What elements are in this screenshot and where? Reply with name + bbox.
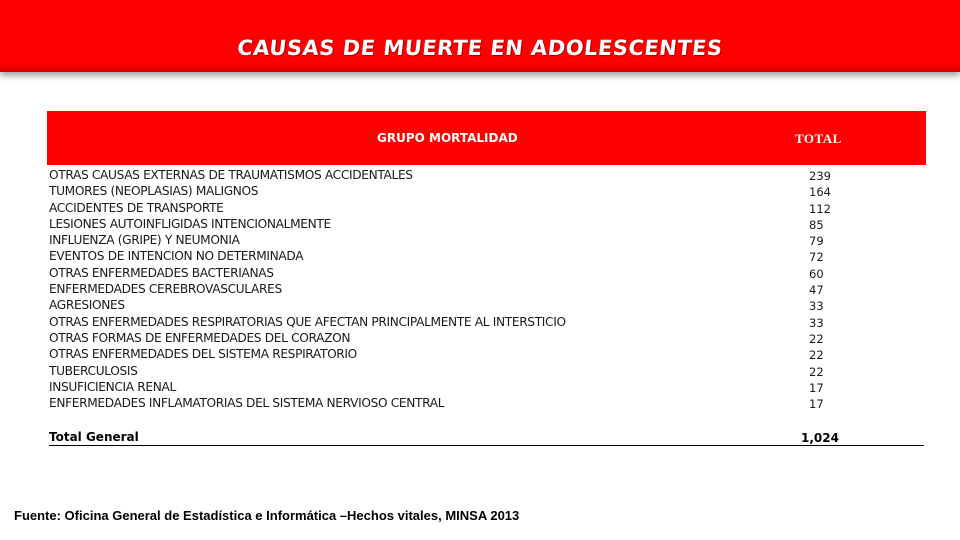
table-row	[49, 266, 926, 282]
row-cause: INSUFICIENCIA RENAL	[49, 379, 176, 394]
row-cause: OTRAS CAUSAS EXTERNAS DE TRAUMATISMOS ACCIDENTALES	[49, 168, 413, 182]
header-group-mortalidad: GRUPO MORTALIDAD	[377, 131, 518, 145]
row-total: 33	[809, 315, 824, 330]
row-total: 33	[809, 299, 824, 314]
row-total: 72	[809, 250, 824, 265]
table-row	[49, 347, 926, 363]
row-total: 60	[809, 266, 824, 281]
table-row	[49, 233, 926, 249]
row-cause: TUBERCULOSIS	[49, 363, 138, 378]
row-cause: OTRAS FORMAS DE ENFERMEDADES DEL CORAZON	[49, 330, 351, 345]
row-total: 22	[809, 364, 824, 379]
page-title: CAUSAS DE MUERTE EN ADOLESCENTES	[236, 36, 724, 60]
row-total: 17	[809, 380, 824, 395]
table-row	[49, 201, 926, 217]
row-cause: LESIONES AUTOINFLIGIDAS INTENCIONALMENTE	[49, 216, 331, 231]
table-row	[49, 298, 926, 314]
row-total: 22	[809, 348, 824, 363]
row-cause: OTRAS ENFERMEDADES BACTERIANAS	[49, 265, 274, 280]
table-row	[49, 364, 926, 380]
source-footnote: Fuente: Oficina General de Estadística e Informática –Hechos vitales, MINSA 2013	[14, 508, 520, 523]
table-row	[49, 282, 926, 298]
total-general-label: Total General	[49, 430, 139, 444]
row-total: 22	[809, 331, 824, 346]
row-total: 239	[809, 169, 831, 183]
row-total: 17	[809, 397, 824, 412]
row-total: 164	[809, 185, 831, 200]
row-cause: OTRAS ENFERMEDADES RESPIRATORIAS QUE AFECTAN PRINCIPALMENTE AL INTERSTICIO	[49, 314, 566, 329]
row-cause: TUMORES (NEOPLASIAS) MALIGNOS	[49, 184, 259, 199]
row-total: 112	[809, 201, 831, 216]
row-total: 79	[809, 234, 824, 249]
row-cause: AGRESIONES	[49, 298, 125, 313]
row-cause: ENFERMEDADES INFLAMATORIAS DEL SISTEMA NERVIOSO CENTRAL	[49, 396, 445, 411]
table-header	[47, 111, 926, 165]
table-body	[49, 168, 926, 412]
table-row	[49, 315, 926, 331]
total-general-row	[49, 430, 924, 446]
table-row	[49, 249, 926, 265]
total-general-value: 1,024	[801, 431, 839, 445]
row-cause: OTRAS ENFERMEDADES DEL SISTEMA RESPIRATORIO	[49, 347, 357, 362]
table-row	[49, 380, 926, 396]
row-total: 47	[809, 283, 824, 298]
table-row	[49, 168, 926, 184]
row-total: 85	[809, 217, 824, 232]
row-cause: ENFERMEDADES CEREBROVASCULARES	[49, 282, 282, 297]
row-cause: INFLUENZA (GRIPE) Y NEUMONIA	[49, 233, 240, 248]
header-total: TOTAL	[795, 131, 842, 146]
row-cause: ACCIDENTES DE TRANSPORTE	[49, 200, 224, 215]
row-cause: EVENTOS DE INTENCION NO DETERMINADA	[49, 249, 304, 264]
table-row	[49, 217, 926, 233]
table-row	[49, 396, 926, 412]
table-row	[49, 184, 926, 200]
table-row	[49, 331, 926, 347]
